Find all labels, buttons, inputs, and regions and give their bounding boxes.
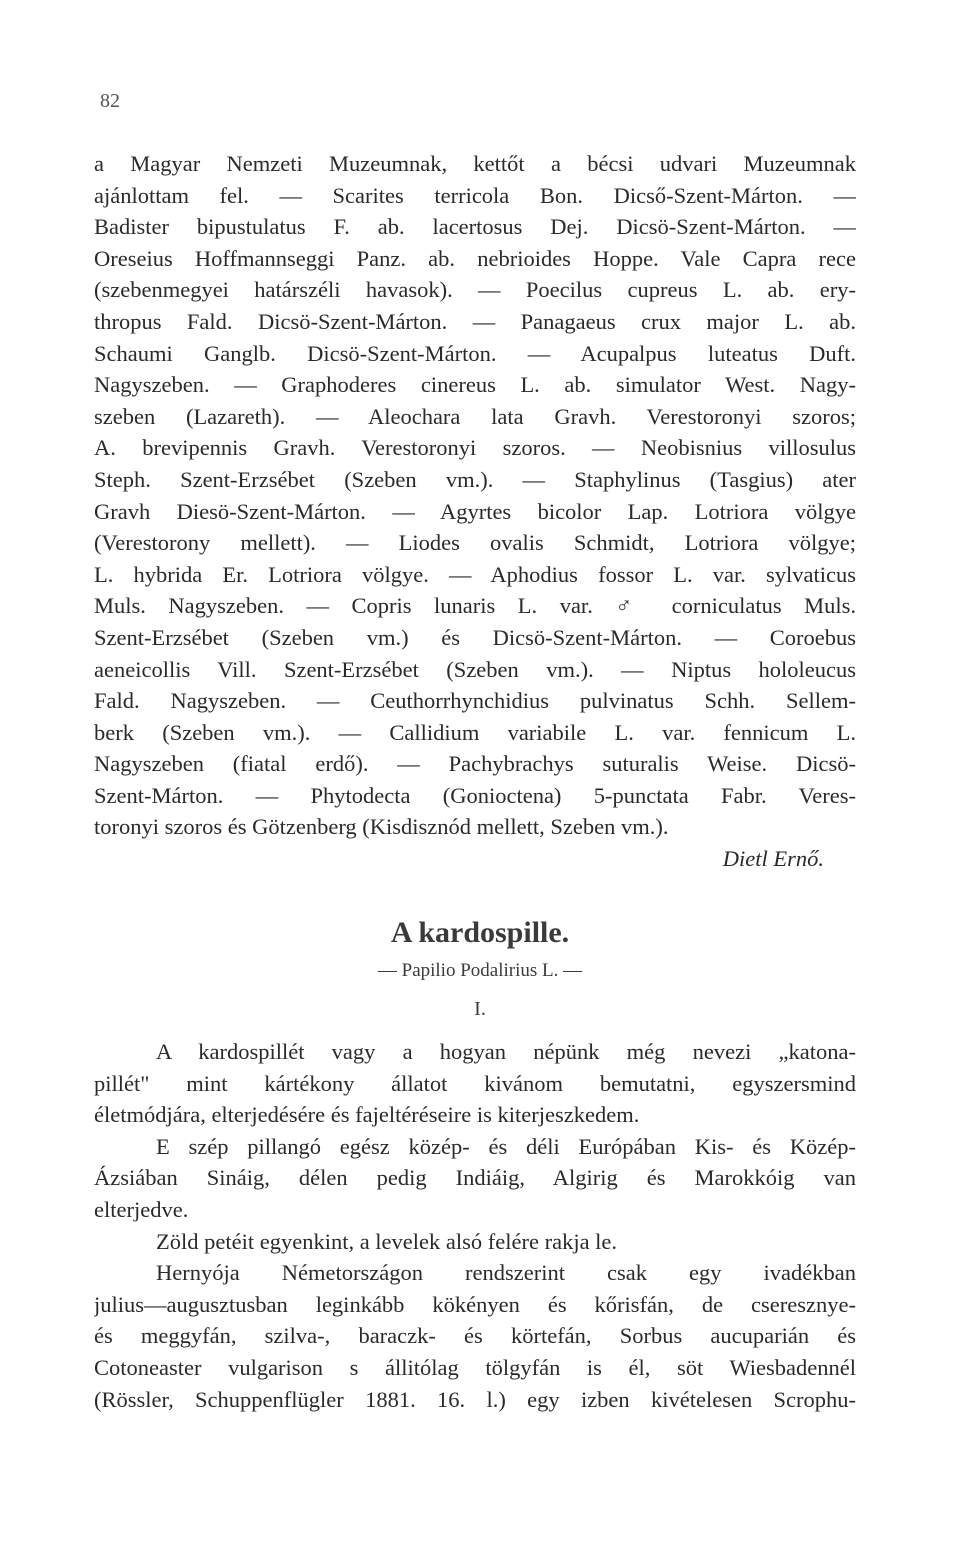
text-line: Nagyszeben (fiatal erdő). — Pachybrachys suturalis Weise. Dicsö- (94, 751, 856, 777)
text-line: Gravh Diesö-Szent-Márton. — Agyrtes bicolor Lap. Lotriora völgye (94, 498, 856, 524)
text-line: Oreseius Hoffmannseggi Panz. ab. nebrioides Hoppe. Vale Capra rece (94, 245, 856, 271)
text-line: Zöld petéit egyenkint, a levelek alsó felére rakja le. (156, 1228, 618, 1254)
text-line: Muls. Nagyszeben. — Copris lunaris L. var. ♂ corniculatus Muls. (94, 593, 856, 619)
species-list-paragraph (94, 148, 856, 875)
text-line: Nagyszeben. — Graphoderes cinereus L. ab. simulator West. Nagy- (94, 372, 856, 398)
text-line: Hernyója Németországon rendszerint csak egy ivadékban (156, 1260, 856, 1286)
text-line: (Verestorony mellett). — Liodes ovalis Schmidt, Lotriora völgye; (94, 530, 856, 556)
text-line: Szent-Erzsébet (Szeben vm.) és Dicsö-Szent-Márton. — Coroebus (94, 624, 856, 650)
text-line: E szép pillangó egész közép- és déli Európában Kis- és Közép- (156, 1133, 856, 1159)
section-number: I. (474, 998, 486, 1020)
text-line: elterjedve. (94, 1196, 189, 1222)
text-line: A kardospillét vagy a hogyan népünk még nevezi „katona- (156, 1039, 856, 1064)
text-line: Szent-Márton. — Phytodecta (Gonioctena) 5-punctata Fabr. Veres- (94, 782, 856, 808)
text-line: berk (Szeben vm.). — Callidium variabile L. var. fennicum L. (94, 719, 856, 745)
article-subtitle: — Papilio Podalirius L. — (377, 960, 583, 981)
text-line: Cotoneaster vulgarison s állitólag tölgyfán is él, söt Wiesbadennél (94, 1354, 856, 1380)
text-line: szeben (Lazareth). — Aleochara lata Gravh. Verestoronyi szoros; (94, 403, 856, 429)
text-line: Badister bipustulatus F. ab. lacertosus Dej. Dicsö-Szent-Márton. — (94, 214, 856, 240)
text-line: L. hybrida Er. Lotriora völgye. — Aphodius fossor L. var. sylvaticus (94, 561, 856, 587)
page-number: 82 (100, 90, 120, 112)
text-line: pillét" mint kártékony állatot kivánom bemutatni, egyszersmind (94, 1070, 856, 1096)
text-line: ajánlottam fel. — Scarites terricola Bon. Dicső-Szent-Márton. — (94, 182, 856, 208)
article-body (94, 1036, 856, 1415)
text-line: Schaumi Ganglb. Dicsö-Szent-Márton. — Acupalpus luteatus Duft. (94, 340, 856, 366)
text-line: A. brevipennis Gravh. Verestoronyi szoros. — Neobisnius villosulus (94, 435, 856, 461)
text-line: Ázsiában Sináig, délen pedig Indiáig, Algirig és Marokkóig van (94, 1165, 856, 1191)
author-signature: Dietl Ernő. (722, 846, 824, 872)
text-line: thropus Fald. Dicsö-Szent-Márton. — Panagaeus crux major L. ab. (94, 308, 856, 334)
article-title: A kardospille. (390, 916, 570, 949)
text-line: toronyi szoros és Götzenberg (Kisdisznód mellett, Szeben vm.). (94, 814, 669, 840)
text-line: és meggyfán, szilva-, baraczk- és körtefán, Sorbus aucuparián és (94, 1323, 856, 1349)
text-line: (szebenmegyei határszéli havasok). — Poecilus cupreus L. ab. ery- (94, 277, 856, 303)
text-line: julius—augusztusban leginkább kökényen és kőrisfán, de cseresznye- (94, 1291, 856, 1317)
text-line: Fald. Nagyszeben. — Ceuthorrhynchidius pulvinatus Schh. Sellem- (94, 688, 856, 714)
text-line: Steph. Szent-Erzsébet (Szeben vm.). — Staphylinus (Tasgius) ater (94, 466, 856, 492)
text-line: (Rössler, Schuppenflügler 1881. 16. l.) egy izben kivételesen Scrophu- (94, 1386, 856, 1412)
text-line: a Magyar Nemzeti Muzeumnak, kettőt a bécsi udvari Muzeumnak (94, 151, 856, 176)
text-line: aeneicollis Vill. Szent-Erzsébet (Szeben vm.). — Niptus hololeucus (94, 656, 856, 682)
text-line: életmódjára, elterjedésére és fajeltéréseire is kiterjeszkedem. (94, 1102, 640, 1128)
